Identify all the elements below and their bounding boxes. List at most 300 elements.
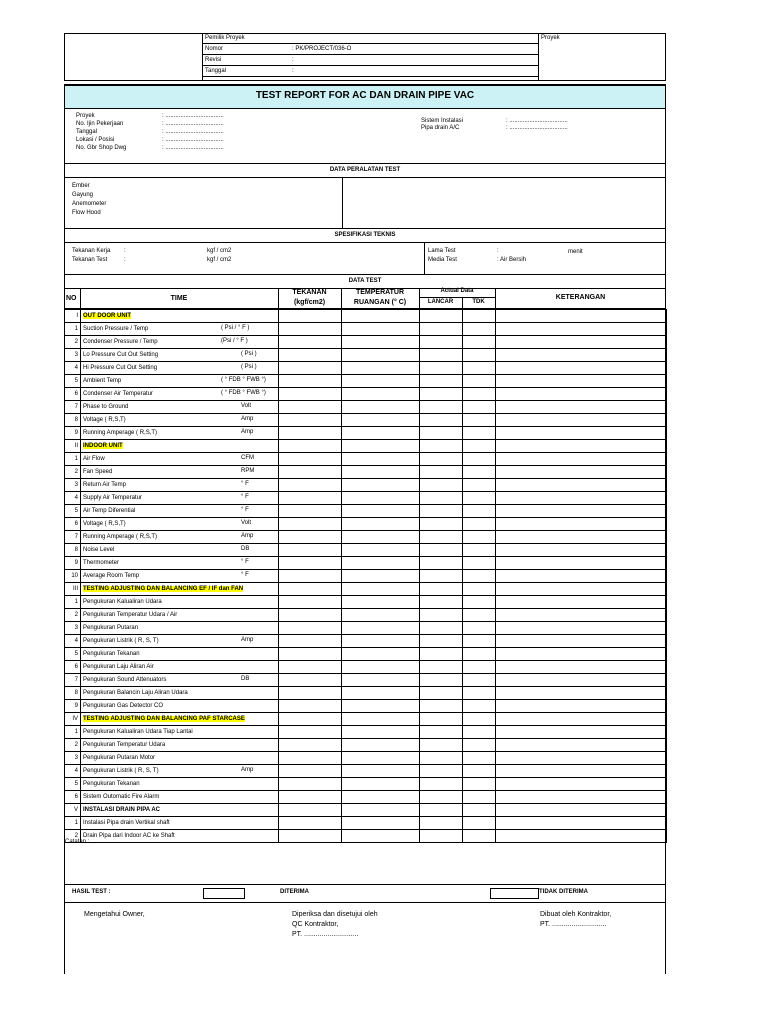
row-item-label: Lo Pressure Cut Out Setting: [83, 352, 159, 358]
tanggal-value: :: [292, 68, 294, 74]
keterangan-cell[interactable]: [496, 336, 667, 349]
keterangan-cell[interactable]: [496, 492, 667, 505]
keterangan-cell[interactable]: [496, 479, 667, 492]
row-item-label: TESTING ADJUSTING DAN BALANCING EF / IF dan FAN: [83, 586, 244, 592]
tdk-cell[interactable]: [463, 388, 496, 401]
keterangan-cell[interactable]: [496, 609, 667, 622]
row-item-label: Supply Air Temperatur: [83, 495, 142, 501]
keterangan-cell[interactable]: [496, 440, 667, 453]
tekanan-test-label: Tekanan Test: [72, 257, 108, 263]
row-item: [81, 830, 279, 843]
temperatur-cell[interactable]: [342, 453, 420, 466]
table-row: [65, 726, 667, 739]
tdk-cell[interactable]: [463, 323, 496, 336]
lancar-cell[interactable]: [420, 349, 463, 362]
keterangan-cell[interactable]: [496, 778, 667, 791]
tekanan-cell[interactable]: [279, 401, 342, 414]
table-row: [65, 505, 667, 518]
tekanan-cell[interactable]: [279, 505, 342, 518]
temperatur-cell[interactable]: [342, 466, 420, 479]
tdk-cell[interactable]: [463, 414, 496, 427]
lancar-cell[interactable]: [420, 648, 463, 661]
row-item: [81, 362, 279, 375]
tdk-cell[interactable]: [463, 453, 496, 466]
tekanan-cell[interactable]: [279, 349, 342, 362]
temperatur-cell[interactable]: [342, 427, 420, 440]
tdk-cell[interactable]: [463, 765, 496, 778]
keterangan-cell[interactable]: [496, 674, 667, 687]
keterangan-cell[interactable]: [496, 661, 667, 674]
lancar-cell[interactable]: [420, 427, 463, 440]
lancar-cell[interactable]: [420, 323, 463, 336]
tekanan-cell[interactable]: [279, 648, 342, 661]
keterangan-cell[interactable]: [496, 427, 667, 440]
lancar-cell[interactable]: [420, 635, 463, 648]
info-left-value[interactable]: : ...................................: [162, 137, 224, 143]
keterangan-cell[interactable]: [496, 544, 667, 557]
row-number: 3: [65, 752, 81, 765]
tekanan-cell[interactable]: [279, 700, 342, 713]
temperatur-cell[interactable]: [342, 544, 420, 557]
tdk-cell[interactable]: [463, 700, 496, 713]
tekanan-cell[interactable]: [279, 310, 342, 323]
temperatur-cell[interactable]: [342, 635, 420, 648]
row-number: 4: [65, 635, 81, 648]
row-item-label: Pengukuran Balancin Laju Aliran Udara: [83, 690, 188, 696]
info-right-value[interactable]: : ...................................: [506, 125, 568, 131]
tdk-cell[interactable]: [463, 804, 496, 817]
keterangan-cell[interactable]: [496, 635, 667, 648]
row-number: 2: [65, 466, 81, 479]
keterangan-cell[interactable]: [496, 310, 667, 323]
keterangan-cell[interactable]: [496, 765, 667, 778]
tekanan-cell[interactable]: [279, 817, 342, 830]
tdk-cell[interactable]: [463, 349, 496, 362]
tdk-cell[interactable]: [463, 817, 496, 830]
table-row: [65, 765, 667, 778]
row-item-label: Phase to Ground: [83, 404, 129, 410]
tdk-cell[interactable]: [463, 674, 496, 687]
temperatur-cell[interactable]: [342, 791, 420, 804]
signature-contractor: PT. ............................: [540, 921, 607, 928]
row-number: II: [65, 440, 81, 453]
row-number: 7: [65, 401, 81, 414]
tdk-cell[interactable]: [463, 635, 496, 648]
keterangan-cell[interactable]: [496, 700, 667, 713]
lancar-cell[interactable]: [420, 713, 463, 726]
tdk-cell[interactable]: [463, 479, 496, 492]
temperatur-cell[interactable]: [342, 479, 420, 492]
temperatur-cell[interactable]: [342, 661, 420, 674]
keterangan-cell[interactable]: [496, 375, 667, 388]
table-row: [65, 375, 667, 388]
tekanan-cell[interactable]: [279, 570, 342, 583]
temperatur-cell[interactable]: [342, 804, 420, 817]
keterangan-cell[interactable]: [496, 739, 667, 752]
lancar-cell[interactable]: [420, 570, 463, 583]
row-unit: RPM: [241, 468, 255, 474]
lancar-cell[interactable]: [420, 700, 463, 713]
tdk-cell[interactable]: [463, 440, 496, 453]
tdk-cell[interactable]: [463, 518, 496, 531]
row-item: [81, 765, 279, 778]
keterangan-cell[interactable]: [496, 323, 667, 336]
tdk-cell[interactable]: [463, 609, 496, 622]
keterangan-cell[interactable]: [496, 466, 667, 479]
table-row: [65, 544, 667, 557]
table-row: [65, 440, 667, 453]
row-item-label: Running Amperage ( R,S,T): [83, 534, 158, 540]
lancar-cell[interactable]: [420, 687, 463, 700]
lancar-cell[interactable]: [420, 596, 463, 609]
lancar-cell[interactable]: [420, 453, 463, 466]
tdk-cell[interactable]: [463, 401, 496, 414]
lancar-cell[interactable]: [420, 479, 463, 492]
tekanan-cell[interactable]: [279, 544, 342, 557]
data-test-heading: DATA TEST: [348, 278, 382, 284]
tdk-cell[interactable]: [463, 570, 496, 583]
keterangan-cell[interactable]: [496, 648, 667, 661]
keterangan-cell[interactable]: [496, 414, 667, 427]
row-unit: ° F: [241, 507, 249, 513]
keterangan-cell[interactable]: [496, 401, 667, 414]
tidak-diterima-checkbox[interactable]: [490, 888, 539, 899]
info-left-value[interactable]: : ...................................: [162, 145, 224, 151]
equipment-item: Gayung: [72, 192, 94, 198]
table-row: [65, 570, 667, 583]
tdk-cell[interactable]: [463, 544, 496, 557]
temperatur-cell[interactable]: [342, 557, 420, 570]
col-temp-unit: RUANGAN (° C): [353, 299, 407, 306]
table-row: [65, 687, 667, 700]
row-number: 1: [65, 596, 81, 609]
tekanan-cell[interactable]: [279, 609, 342, 622]
row-item: [81, 752, 279, 765]
lancar-cell[interactable]: [420, 661, 463, 674]
lancar-cell[interactable]: [420, 791, 463, 804]
tekanan-cell[interactable]: [279, 778, 342, 791]
keterangan-cell[interactable]: [496, 557, 667, 570]
temperatur-cell[interactable]: [342, 765, 420, 778]
tdk-cell[interactable]: [463, 505, 496, 518]
tdk-cell[interactable]: [463, 648, 496, 661]
tdk-cell[interactable]: [463, 310, 496, 323]
keterangan-cell[interactable]: [496, 804, 667, 817]
tdk-cell[interactable]: [463, 752, 496, 765]
keterangan-cell[interactable]: [496, 349, 667, 362]
keterangan-cell[interactable]: [496, 505, 667, 518]
row-item: [81, 804, 279, 817]
lancar-cell[interactable]: [420, 401, 463, 414]
temperatur-cell[interactable]: [342, 713, 420, 726]
col-actual: Actual Data: [440, 288, 474, 294]
table-row: [65, 830, 667, 843]
tdk-cell[interactable]: [463, 622, 496, 635]
temperatur-cell[interactable]: [342, 349, 420, 362]
keterangan-cell[interactable]: [496, 362, 667, 375]
lancar-cell[interactable]: [420, 830, 463, 843]
tdk-cell[interactable]: [463, 336, 496, 349]
tdk-cell[interactable]: [463, 492, 496, 505]
temperatur-cell[interactable]: [342, 700, 420, 713]
temperatur-cell[interactable]: [342, 739, 420, 752]
keterangan-cell[interactable]: [496, 713, 667, 726]
equipment-item: Flow Hood: [72, 210, 101, 216]
lancar-cell[interactable]: [420, 544, 463, 557]
tekanan-cell[interactable]: [279, 687, 342, 700]
lancar-cell[interactable]: [420, 414, 463, 427]
temperatur-cell[interactable]: [342, 726, 420, 739]
table-row: [65, 518, 667, 531]
keterangan-cell[interactable]: [496, 752, 667, 765]
tekanan-cell[interactable]: [279, 414, 342, 427]
lancar-cell[interactable]: [420, 362, 463, 375]
lancar-cell[interactable]: [420, 310, 463, 323]
tdk-cell[interactable]: [463, 687, 496, 700]
hasil-bottom-line: [64, 902, 666, 903]
temperatur-cell[interactable]: [342, 323, 420, 336]
tekanan-cell[interactable]: [279, 453, 342, 466]
temperatur-cell[interactable]: [342, 609, 420, 622]
tdk-cell[interactable]: [463, 583, 496, 596]
tekanan-cell[interactable]: [279, 466, 342, 479]
lancar-cell[interactable]: [420, 765, 463, 778]
info-left-value[interactable]: : ...................................: [162, 129, 224, 135]
tekanan-cell[interactable]: [279, 323, 342, 336]
tekanan-cell[interactable]: [279, 388, 342, 401]
tdk-cell[interactable]: [463, 466, 496, 479]
lancar-cell[interactable]: [420, 375, 463, 388]
temperatur-cell[interactable]: [342, 687, 420, 700]
keterangan-cell[interactable]: [496, 687, 667, 700]
tdk-cell[interactable]: [463, 713, 496, 726]
row-number: 6: [65, 661, 81, 674]
tekanan-cell[interactable]: [279, 726, 342, 739]
temperatur-cell[interactable]: [342, 674, 420, 687]
keterangan-cell[interactable]: [496, 518, 667, 531]
nomor-value: : PK/PROJECT/036-O: [292, 46, 352, 52]
temperatur-cell[interactable]: [342, 440, 420, 453]
keterangan-cell[interactable]: [496, 791, 667, 804]
tekanan-cell[interactable]: [279, 336, 342, 349]
tekanan-cell[interactable]: [279, 765, 342, 778]
info-left-label: Tanggal: [76, 129, 98, 135]
row-item: [81, 713, 279, 726]
header-row-line: [202, 55, 539, 66]
row-item-label: Ambient Temp: [83, 378, 122, 384]
lancar-cell[interactable]: [420, 622, 463, 635]
keterangan-cell[interactable]: [496, 453, 667, 466]
tdk-cell[interactable]: [463, 778, 496, 791]
temperatur-cell[interactable]: [342, 778, 420, 791]
info-left-value[interactable]: : ...................................: [162, 113, 224, 119]
lancar-cell[interactable]: [420, 752, 463, 765]
keterangan-cell[interactable]: [496, 830, 667, 843]
row-item: [81, 544, 279, 557]
keterangan-cell[interactable]: [496, 596, 667, 609]
tdk-cell[interactable]: [463, 726, 496, 739]
page-title: TEST REPORT FOR AC DAN DRAIN PIPE VAC: [255, 90, 475, 101]
lancar-cell[interactable]: [420, 388, 463, 401]
table-row: [65, 817, 667, 830]
row-item-label: Pengukuran Tekanan: [83, 781, 140, 787]
row-number: 2: [65, 336, 81, 349]
row-item-label: Pengukuran Putaran Motor: [83, 755, 156, 761]
table-row: [65, 401, 667, 414]
temperatur-cell[interactable]: [342, 531, 420, 544]
tanggal-label: Tanggal: [205, 68, 227, 74]
temperatur-cell[interactable]: [342, 505, 420, 518]
tekanan-cell[interactable]: [279, 752, 342, 765]
temperatur-cell[interactable]: [342, 830, 420, 843]
temperatur-cell[interactable]: [342, 817, 420, 830]
lancar-cell[interactable]: [420, 583, 463, 596]
tdk-cell[interactable]: [463, 830, 496, 843]
temperatur-cell[interactable]: [342, 362, 420, 375]
lancar-cell[interactable]: [420, 674, 463, 687]
diterima-checkbox[interactable]: [203, 888, 245, 899]
tdk-cell[interactable]: [463, 739, 496, 752]
row-unit: Volt: [241, 520, 252, 526]
temperatur-cell[interactable]: [342, 648, 420, 661]
temperatur-cell[interactable]: [342, 570, 420, 583]
row-item-label: Condenser Air Temperatur: [83, 391, 153, 397]
table-row: [65, 557, 667, 570]
tdk-cell[interactable]: [463, 531, 496, 544]
keterangan-cell[interactable]: [496, 531, 667, 544]
info-right-value[interactable]: : ...................................: [506, 118, 568, 124]
tekanan-cell[interactable]: [279, 440, 342, 453]
tdk-cell[interactable]: [463, 557, 496, 570]
tdk-cell[interactable]: [463, 427, 496, 440]
temperatur-cell[interactable]: [342, 596, 420, 609]
temperatur-cell[interactable]: [342, 752, 420, 765]
table-row: [65, 648, 667, 661]
tekanan-cell[interactable]: [279, 661, 342, 674]
lancar-cell[interactable]: [420, 505, 463, 518]
row-item: [81, 466, 279, 479]
temperatur-cell[interactable]: [342, 414, 420, 427]
table-row: [65, 388, 667, 401]
tekanan-cell[interactable]: [279, 804, 342, 817]
row-number: 3: [65, 479, 81, 492]
lancar-cell[interactable]: [420, 466, 463, 479]
row-unit: (Psi / ° F ): [221, 338, 248, 344]
lancar-cell[interactable]: [420, 778, 463, 791]
tekanan-cell[interactable]: [279, 531, 342, 544]
tdk-cell[interactable]: [463, 791, 496, 804]
signature-qc: PT. ............................: [292, 931, 359, 938]
table-row: [65, 349, 667, 362]
col-tdk: TDK: [472, 299, 485, 305]
tdk-cell[interactable]: [463, 375, 496, 388]
tekanan-cell[interactable]: [279, 479, 342, 492]
table-row: [65, 752, 667, 765]
info-left-value[interactable]: : ...................................: [162, 121, 224, 127]
tekanan-cell[interactable]: [279, 427, 342, 440]
row-item-label: Fan Speed: [83, 469, 113, 475]
tekanan-cell[interactable]: [279, 596, 342, 609]
tdk-cell[interactable]: [463, 596, 496, 609]
project-label: Proyek: [541, 35, 560, 41]
temperatur-cell[interactable]: [342, 518, 420, 531]
lancar-cell[interactable]: [420, 336, 463, 349]
keterangan-cell[interactable]: [496, 570, 667, 583]
row-item: [81, 453, 279, 466]
keterangan-cell[interactable]: [496, 817, 667, 830]
keterangan-cell[interactable]: [496, 726, 667, 739]
row-item: [81, 323, 279, 336]
temperatur-cell[interactable]: [342, 622, 420, 635]
temperatur-cell[interactable]: [342, 310, 420, 323]
temperatur-cell[interactable]: [342, 583, 420, 596]
tdk-cell[interactable]: [463, 661, 496, 674]
row-item: [81, 622, 279, 635]
row-unit: Volt: [241, 403, 252, 409]
lancar-cell[interactable]: [420, 804, 463, 817]
temperatur-cell[interactable]: [342, 492, 420, 505]
temperatur-cell[interactable]: [342, 336, 420, 349]
tekanan-cell[interactable]: [279, 674, 342, 687]
lancar-cell[interactable]: [420, 557, 463, 570]
tekanan-cell[interactable]: [279, 830, 342, 843]
row-unit: DB: [241, 676, 250, 682]
tdk-cell[interactable]: [463, 362, 496, 375]
spec-colon: :: [124, 248, 126, 254]
row-item: [81, 388, 279, 401]
lancar-cell[interactable]: [420, 726, 463, 739]
temperatur-cell[interactable]: [342, 375, 420, 388]
row-item-label: TESTING ADJUSTING DAN BALANCING PAF STARCASE: [83, 716, 245, 722]
row-number: 5: [65, 505, 81, 518]
keterangan-cell[interactable]: [496, 622, 667, 635]
tekanan-cell[interactable]: [279, 375, 342, 388]
keterangan-cell[interactable]: [496, 388, 667, 401]
tekanan-cell[interactable]: [279, 518, 342, 531]
tekanan-cell[interactable]: [279, 791, 342, 804]
tekanan-cell[interactable]: [279, 583, 342, 596]
table-row: [65, 336, 667, 349]
temperatur-cell[interactable]: [342, 388, 420, 401]
row-number: 8: [65, 544, 81, 557]
row-number: 10: [65, 570, 81, 583]
lama-test-label: Lama Test: [428, 248, 456, 254]
info-right-label: Sistem Instalasi: [421, 118, 464, 124]
lancar-cell[interactable]: [420, 739, 463, 752]
lancar-cell[interactable]: [420, 440, 463, 453]
signature-qc: QC Kontraktor,: [292, 921, 339, 928]
row-unit: Amp: [241, 637, 254, 643]
tekanan-cell[interactable]: [279, 492, 342, 505]
lancar-cell[interactable]: [420, 609, 463, 622]
tekanan-cell[interactable]: [279, 557, 342, 570]
tekanan-cell[interactable]: [279, 739, 342, 752]
temperatur-cell[interactable]: [342, 401, 420, 414]
keterangan-cell[interactable]: [496, 583, 667, 596]
tekanan-cell[interactable]: [279, 635, 342, 648]
lancar-cell[interactable]: [420, 518, 463, 531]
row-item-label: Suction Pressure / Temp: [83, 326, 149, 332]
row-unit: ° F: [241, 572, 249, 578]
tekanan-cell[interactable]: [279, 362, 342, 375]
lancar-cell[interactable]: [420, 531, 463, 544]
col-tekanan: TEKANAN: [292, 289, 327, 296]
lancar-cell[interactable]: [420, 817, 463, 830]
row-item-label: Hi Pressure Cut Out Setting: [83, 365, 158, 371]
lancar-cell[interactable]: [420, 492, 463, 505]
tekanan-cell[interactable]: [279, 622, 342, 635]
tekanan-cell[interactable]: [279, 713, 342, 726]
